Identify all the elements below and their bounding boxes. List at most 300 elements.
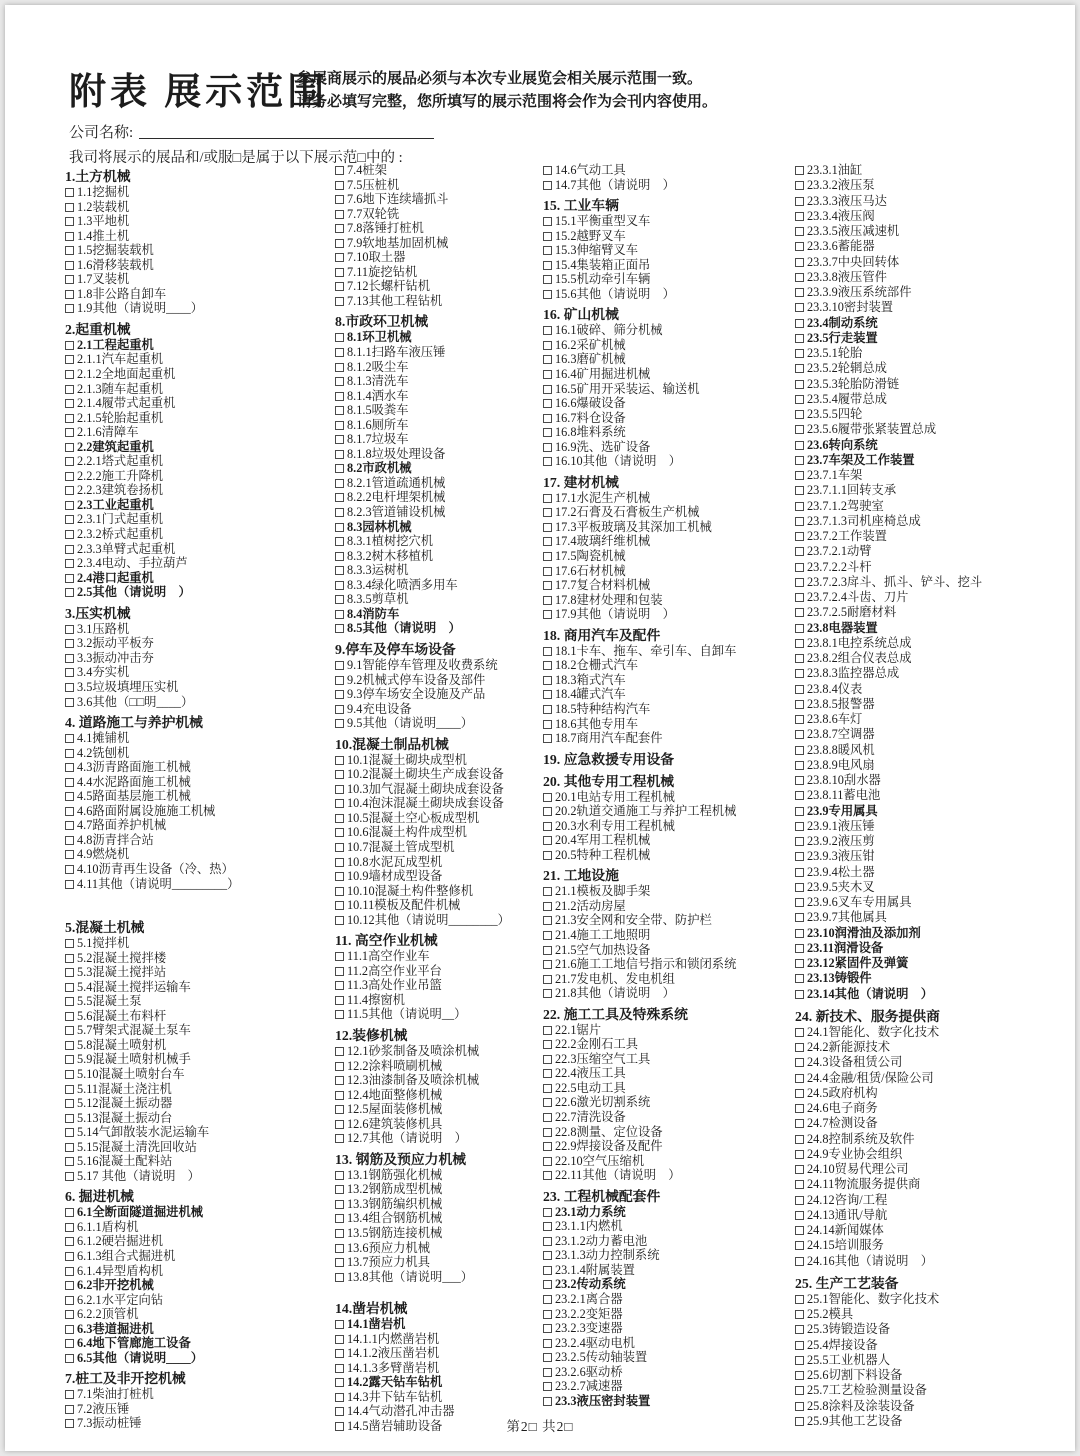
checkbox[interactable] — [795, 364, 804, 373]
checkbox[interactable] — [335, 581, 344, 590]
checkbox[interactable] — [335, 595, 344, 604]
checkbox[interactable] — [543, 1382, 552, 1391]
checkbox[interactable] — [65, 997, 74, 1006]
checkbox[interactable] — [335, 377, 344, 386]
checkbox[interactable] — [335, 814, 344, 823]
checkbox[interactable] — [335, 406, 344, 415]
checkbox[interactable] — [795, 746, 804, 755]
checkbox[interactable] — [543, 1251, 552, 1260]
checkbox[interactable] — [65, 472, 74, 481]
checkbox[interactable] — [335, 785, 344, 794]
checkbox[interactable] — [65, 370, 74, 379]
checkbox[interactable] — [65, 954, 74, 963]
checkbox[interactable] — [65, 545, 74, 554]
checkbox[interactable] — [795, 608, 804, 617]
checkbox[interactable] — [65, 530, 74, 539]
checkbox[interactable] — [795, 166, 804, 175]
checkbox[interactable] — [795, 1058, 804, 1067]
checkbox[interactable] — [335, 1378, 344, 1387]
checkbox[interactable] — [65, 290, 74, 299]
checkbox[interactable] — [543, 326, 552, 335]
checkbox[interactable] — [543, 916, 552, 925]
checkbox[interactable] — [335, 872, 344, 881]
checkbox[interactable] — [543, 596, 552, 605]
checkbox[interactable] — [65, 792, 74, 801]
checkbox[interactable] — [65, 683, 74, 692]
checkbox[interactable] — [65, 232, 74, 241]
checkbox[interactable] — [335, 843, 344, 852]
checkbox[interactable] — [795, 441, 804, 450]
checkbox[interactable] — [795, 913, 804, 922]
checkbox[interactable] — [795, 852, 804, 861]
checkbox[interactable] — [335, 166, 344, 175]
checkbox[interactable] — [795, 654, 804, 663]
checkbox[interactable] — [795, 898, 804, 907]
checkbox[interactable] — [543, 734, 552, 743]
checkbox[interactable] — [795, 303, 804, 312]
checkbox[interactable] — [335, 996, 344, 1005]
checkbox[interactable] — [335, 464, 344, 473]
checkbox[interactable] — [795, 1241, 804, 1250]
checkbox[interactable] — [795, 1341, 804, 1350]
checkbox[interactable] — [543, 290, 552, 299]
checkbox[interactable] — [335, 828, 344, 837]
checkbox[interactable] — [335, 610, 344, 619]
checkbox[interactable] — [795, 624, 804, 633]
checkbox[interactable] — [795, 212, 804, 221]
checkbox[interactable] — [335, 195, 344, 204]
checkbox[interactable] — [65, 1405, 74, 1414]
checkbox[interactable] — [795, 1257, 804, 1266]
checkbox[interactable] — [65, 983, 74, 992]
checkbox[interactable] — [543, 494, 552, 503]
checkbox[interactable] — [543, 836, 552, 845]
checkbox[interactable] — [543, 1113, 552, 1122]
checkbox[interactable] — [543, 647, 552, 656]
checkbox[interactable] — [795, 685, 804, 694]
checkbox[interactable] — [543, 567, 552, 576]
checkbox[interactable] — [335, 282, 344, 291]
checkbox[interactable] — [65, 443, 74, 452]
company-name-input[interactable] — [139, 124, 434, 139]
checkbox[interactable] — [335, 421, 344, 430]
checkbox[interactable] — [795, 776, 804, 785]
checkbox[interactable] — [543, 370, 552, 379]
checkbox[interactable] — [335, 1320, 344, 1329]
checkbox[interactable] — [335, 967, 344, 976]
checkbox[interactable] — [543, 166, 552, 175]
checkbox[interactable] — [335, 224, 344, 233]
checkbox[interactable] — [795, 258, 804, 267]
checkbox[interactable] — [795, 502, 804, 511]
checkbox[interactable] — [335, 537, 344, 546]
checkbox[interactable] — [65, 1012, 74, 1021]
checkbox[interactable] — [65, 261, 74, 270]
checkbox[interactable] — [335, 661, 344, 670]
checkbox[interactable] — [335, 297, 344, 306]
checkbox[interactable] — [795, 700, 804, 709]
checkbox[interactable] — [543, 960, 552, 969]
checkbox[interactable] — [543, 1069, 552, 1078]
checkbox[interactable] — [65, 763, 74, 772]
checkbox[interactable] — [543, 261, 552, 270]
checkbox[interactable] — [795, 1196, 804, 1205]
checkbox[interactable] — [65, 385, 74, 394]
checkbox[interactable] — [65, 574, 74, 583]
checkbox[interactable] — [65, 939, 74, 948]
checkbox[interactable] — [543, 457, 552, 466]
checkbox[interactable] — [543, 676, 552, 685]
checkbox[interactable] — [795, 471, 804, 480]
checkbox[interactable] — [795, 1325, 804, 1334]
checkbox[interactable] — [543, 1339, 552, 1348]
checkbox[interactable] — [795, 1356, 804, 1365]
checkbox[interactable] — [335, 705, 344, 714]
checkbox[interactable] — [795, 730, 804, 739]
checkbox[interactable] — [543, 1098, 552, 1107]
checkbox[interactable] — [335, 523, 344, 532]
checkbox[interactable] — [543, 1368, 552, 1377]
checkbox[interactable] — [65, 1143, 74, 1152]
checkbox[interactable] — [335, 770, 344, 779]
checkbox[interactable] — [65, 1208, 74, 1217]
checkbox[interactable] — [543, 508, 552, 517]
checkbox[interactable] — [543, 661, 552, 670]
checkbox[interactable] — [543, 523, 552, 532]
checkbox[interactable] — [795, 1043, 804, 1052]
checkbox[interactable] — [543, 1280, 552, 1289]
checkbox[interactable] — [335, 1091, 344, 1100]
checkbox[interactable] — [335, 916, 344, 925]
checkbox[interactable] — [335, 1076, 344, 1085]
checkbox[interactable] — [335, 348, 344, 357]
checkbox[interactable] — [65, 414, 74, 423]
checkbox[interactable] — [795, 639, 804, 648]
checkbox[interactable] — [795, 837, 804, 846]
checkbox[interactable] — [335, 1171, 344, 1180]
checkbox[interactable] — [65, 1172, 74, 1181]
checkbox[interactable] — [335, 493, 344, 502]
checkbox[interactable] — [335, 1010, 344, 1019]
checkbox[interactable] — [543, 1397, 552, 1406]
checkbox[interactable] — [65, 1339, 74, 1348]
checkbox[interactable] — [65, 1026, 74, 1035]
checkbox[interactable] — [543, 887, 552, 896]
checkbox[interactable] — [543, 1142, 552, 1151]
checkbox[interactable] — [335, 756, 344, 765]
checkbox[interactable] — [65, 246, 74, 255]
checkbox[interactable] — [335, 952, 344, 961]
checkbox[interactable] — [795, 791, 804, 800]
checkbox[interactable] — [335, 392, 344, 401]
checkbox[interactable] — [795, 334, 804, 343]
checkbox[interactable] — [65, 698, 74, 707]
checkbox[interactable] — [65, 821, 74, 830]
checkbox[interactable] — [65, 355, 74, 364]
checkbox[interactable] — [795, 883, 804, 892]
checkbox[interactable] — [65, 1310, 74, 1319]
checkbox[interactable] — [795, 1371, 804, 1380]
checkbox[interactable] — [335, 552, 344, 561]
checkbox[interactable] — [65, 1281, 74, 1290]
checkbox[interactable] — [543, 1171, 552, 1180]
checkbox[interactable] — [65, 341, 74, 350]
checkbox[interactable] — [335, 363, 344, 372]
checkbox[interactable] — [543, 1266, 552, 1275]
checkbox[interactable] — [65, 1114, 74, 1123]
checkbox[interactable] — [543, 1324, 552, 1333]
checkbox[interactable] — [543, 1040, 552, 1049]
checkbox[interactable] — [65, 1252, 74, 1261]
checkbox[interactable] — [795, 273, 804, 282]
checkbox[interactable] — [543, 1310, 552, 1319]
checkbox[interactable] — [543, 793, 552, 802]
checkbox[interactable] — [543, 1026, 552, 1035]
checkbox[interactable] — [65, 850, 74, 859]
checkbox[interactable] — [543, 1055, 552, 1064]
checkbox[interactable] — [795, 578, 804, 587]
checkbox[interactable] — [65, 778, 74, 787]
checkbox[interactable] — [65, 188, 74, 197]
checkbox[interactable] — [335, 719, 344, 728]
checkbox[interactable] — [795, 1135, 804, 1144]
checkbox[interactable] — [335, 1200, 344, 1209]
checkbox[interactable] — [65, 1070, 74, 1079]
checkbox[interactable] — [795, 349, 804, 358]
checkbox[interactable] — [543, 1208, 552, 1217]
checkbox[interactable] — [335, 508, 344, 517]
checkbox[interactable] — [795, 761, 804, 770]
checkbox[interactable] — [795, 669, 804, 678]
checkbox[interactable] — [795, 1402, 804, 1411]
checkbox[interactable] — [65, 734, 74, 743]
checkbox[interactable] — [335, 333, 344, 342]
checkbox[interactable] — [795, 1089, 804, 1098]
checkbox[interactable] — [335, 1273, 344, 1282]
checkbox[interactable] — [543, 443, 552, 452]
checkbox[interactable] — [65, 1157, 74, 1166]
checkbox[interactable] — [65, 486, 74, 495]
checkbox[interactable] — [795, 425, 804, 434]
checkbox[interactable] — [795, 974, 804, 983]
checkbox[interactable] — [795, 929, 804, 938]
checkbox[interactable] — [335, 676, 344, 685]
checkbox[interactable] — [65, 501, 74, 510]
checkbox[interactable] — [65, 588, 74, 597]
checkbox[interactable] — [543, 1222, 552, 1231]
checkbox[interactable] — [795, 517, 804, 526]
checkbox[interactable] — [543, 341, 552, 350]
checkbox[interactable] — [335, 268, 344, 277]
checkbox[interactable] — [543, 428, 552, 437]
checkbox[interactable] — [65, 275, 74, 284]
checkbox[interactable] — [543, 355, 552, 364]
checkbox[interactable] — [335, 858, 344, 867]
checkbox[interactable] — [795, 959, 804, 968]
checkbox[interactable] — [543, 552, 552, 561]
checkbox[interactable] — [543, 931, 552, 940]
checkbox[interactable] — [543, 822, 552, 831]
checkbox[interactable] — [795, 181, 804, 190]
checkbox[interactable] — [543, 217, 552, 226]
checkbox[interactable] — [335, 1258, 344, 1267]
checkbox[interactable] — [543, 1128, 552, 1137]
checkbox[interactable] — [335, 1047, 344, 1056]
checkbox[interactable] — [335, 1364, 344, 1373]
checkbox[interactable] — [543, 232, 552, 241]
checkbox[interactable] — [335, 181, 344, 190]
checkbox[interactable] — [65, 639, 74, 648]
checkbox[interactable] — [335, 210, 344, 219]
checkbox[interactable] — [543, 246, 552, 255]
checkbox[interactable] — [65, 749, 74, 758]
checkbox[interactable] — [795, 1074, 804, 1083]
checkbox[interactable] — [795, 593, 804, 602]
checkbox[interactable] — [65, 880, 74, 889]
checkbox[interactable] — [795, 1295, 804, 1304]
checkbox[interactable] — [65, 399, 74, 408]
checkbox[interactable] — [543, 720, 552, 729]
checkbox[interactable] — [795, 715, 804, 724]
checkbox[interactable] — [543, 1157, 552, 1166]
checkbox[interactable] — [795, 532, 804, 541]
checkbox[interactable] — [795, 1104, 804, 1113]
checkbox[interactable] — [335, 450, 344, 459]
checkbox[interactable] — [795, 807, 804, 816]
checkbox[interactable] — [65, 1390, 74, 1399]
checkbox[interactable] — [543, 975, 552, 984]
checkbox[interactable] — [335, 799, 344, 808]
checkbox[interactable] — [335, 690, 344, 699]
checkbox[interactable] — [543, 610, 552, 619]
checkbox[interactable] — [335, 1214, 344, 1223]
checkbox[interactable] — [795, 822, 804, 831]
checkbox[interactable] — [65, 1354, 74, 1363]
checkbox[interactable] — [335, 566, 344, 575]
checkbox[interactable] — [795, 1165, 804, 1174]
checkbox[interactable] — [795, 486, 804, 495]
checkbox[interactable] — [543, 902, 552, 911]
checkbox[interactable] — [543, 1237, 552, 1246]
checkbox[interactable] — [543, 989, 552, 998]
checkbox[interactable] — [543, 181, 552, 190]
checkbox[interactable] — [543, 537, 552, 546]
checkbox[interactable] — [795, 1211, 804, 1220]
checkbox[interactable] — [795, 1386, 804, 1395]
checkbox[interactable] — [795, 868, 804, 877]
checkbox[interactable] — [335, 1120, 344, 1129]
checkbox[interactable] — [795, 319, 804, 328]
checkbox[interactable] — [65, 1296, 74, 1305]
checkbox[interactable] — [65, 428, 74, 437]
checkbox[interactable] — [543, 1084, 552, 1093]
checkbox[interactable] — [543, 705, 552, 714]
checkbox[interactable] — [65, 1267, 74, 1276]
checkbox[interactable] — [65, 559, 74, 568]
checkbox[interactable] — [335, 1105, 344, 1114]
checkbox[interactable] — [543, 275, 552, 284]
checkbox[interactable] — [65, 515, 74, 524]
checkbox[interactable] — [795, 1119, 804, 1128]
checkbox[interactable] — [335, 624, 344, 633]
checkbox[interactable] — [65, 457, 74, 466]
checkbox[interactable] — [543, 946, 552, 955]
checkbox[interactable] — [543, 807, 552, 816]
checkbox[interactable] — [543, 414, 552, 423]
checkbox[interactable] — [65, 304, 74, 313]
checkbox[interactable] — [335, 901, 344, 910]
checkbox[interactable] — [335, 435, 344, 444]
checkbox[interactable] — [335, 1062, 344, 1071]
checkbox[interactable] — [335, 887, 344, 896]
checkbox[interactable] — [335, 253, 344, 262]
checkbox[interactable] — [543, 581, 552, 590]
checkbox[interactable] — [65, 1085, 74, 1094]
checkbox[interactable] — [65, 865, 74, 874]
checkbox[interactable] — [795, 288, 804, 297]
checkbox[interactable] — [795, 1180, 804, 1189]
checkbox[interactable] — [795, 1226, 804, 1235]
checkbox[interactable] — [65, 217, 74, 226]
checkbox[interactable] — [795, 456, 804, 465]
checkbox[interactable] — [543, 690, 552, 699]
checkbox[interactable] — [335, 1244, 344, 1253]
checkbox[interactable] — [335, 1393, 344, 1402]
checkbox[interactable] — [795, 197, 804, 206]
checkbox[interactable] — [65, 1237, 74, 1246]
checkbox[interactable] — [795, 990, 804, 999]
checkbox[interactable] — [335, 1229, 344, 1238]
checkbox[interactable] — [335, 1185, 344, 1194]
checkbox[interactable] — [335, 239, 344, 248]
checkbox[interactable] — [65, 625, 74, 634]
checkbox[interactable] — [335, 1335, 344, 1344]
checkbox[interactable] — [795, 410, 804, 419]
checkbox[interactable] — [795, 563, 804, 572]
checkbox[interactable] — [543, 385, 552, 394]
checkbox[interactable] — [795, 380, 804, 389]
checkbox[interactable] — [65, 668, 74, 677]
checkbox[interactable] — [795, 1028, 804, 1037]
checkbox[interactable] — [543, 1295, 552, 1304]
checkbox[interactable] — [335, 1134, 344, 1143]
checkbox[interactable] — [65, 1128, 74, 1137]
checkbox[interactable] — [335, 1349, 344, 1358]
checkbox[interactable] — [335, 479, 344, 488]
checkbox[interactable] — [65, 1099, 74, 1108]
checkbox[interactable] — [543, 851, 552, 860]
checkbox[interactable] — [65, 1325, 74, 1334]
checkbox[interactable] — [65, 807, 74, 816]
checkbox[interactable] — [795, 395, 804, 404]
checkbox[interactable] — [795, 1310, 804, 1319]
checkbox[interactable] — [795, 547, 804, 556]
checkbox[interactable] — [65, 1223, 74, 1232]
checkbox[interactable] — [65, 1055, 74, 1064]
checkbox[interactable] — [65, 203, 74, 212]
checkbox[interactable] — [795, 227, 804, 236]
checkbox[interactable] — [543, 1353, 552, 1362]
checkbox[interactable] — [65, 836, 74, 845]
checkbox[interactable] — [795, 944, 804, 953]
checkbox[interactable] — [65, 968, 74, 977]
checkbox[interactable] — [795, 242, 804, 251]
checkbox[interactable] — [543, 399, 552, 408]
checkbox[interactable] — [795, 1150, 804, 1159]
checkbox[interactable] — [335, 981, 344, 990]
checkbox[interactable] — [65, 1041, 74, 1050]
checkbox[interactable] — [65, 654, 74, 663]
